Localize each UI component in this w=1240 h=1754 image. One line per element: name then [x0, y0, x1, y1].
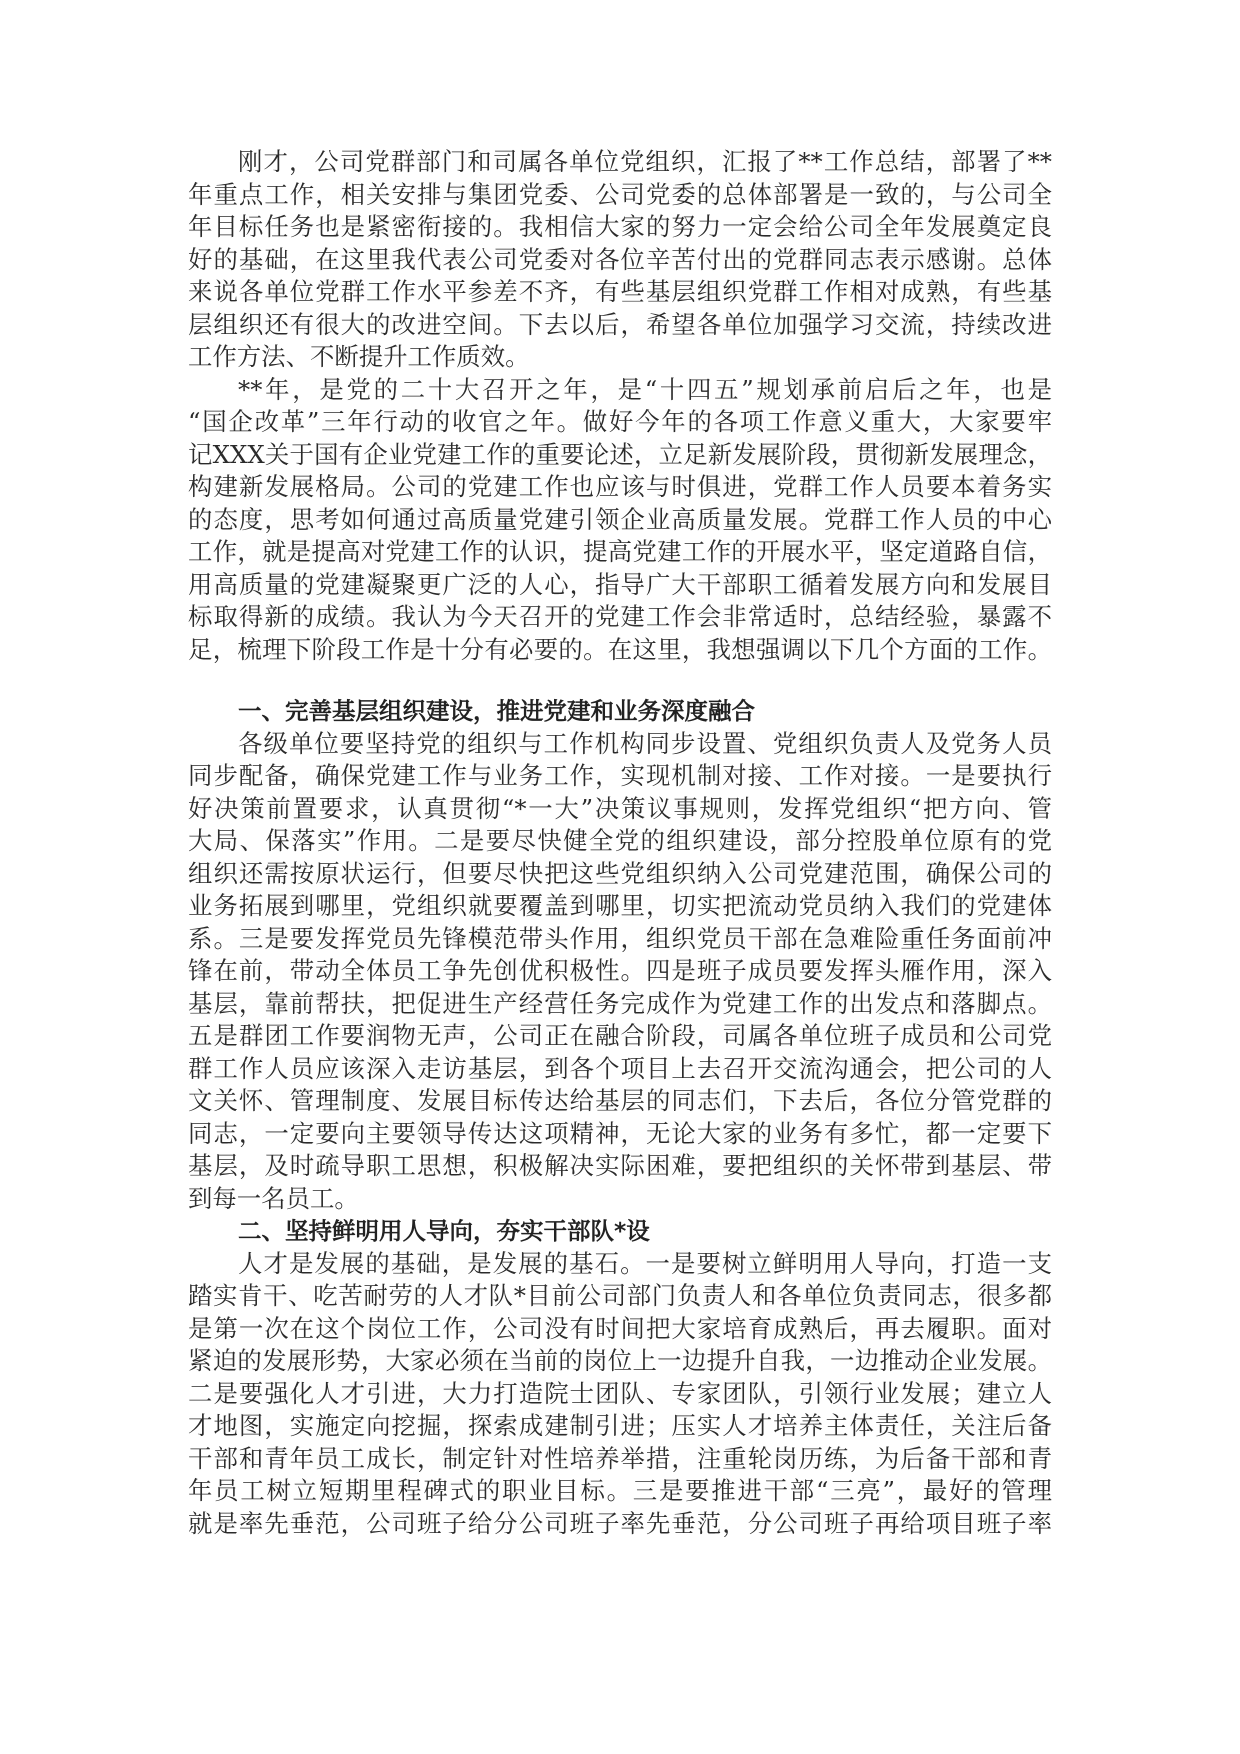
text-line: 就是率先垂范，公司班子给分公司班子率先垂范，分公司班子再给项目班子率 [188, 1508, 1052, 1538]
text-line: 工作方法、不断提升工作质效。 [188, 342, 530, 371]
text-line: 各级单位要坚持党的组织与工作机构同步设置、党组织负责人及党务人员 [238, 728, 1052, 758]
text-line: 文关怀、管理制度、发展目标传达给基层的同志们，下去后，各位分管党群的 [188, 1086, 1052, 1115]
text-line: 年员工树立短期里程碑式的职业目标。三是要推进干部“三亮”，最好的管理 [188, 1476, 1052, 1505]
blank-spacer [188, 666, 1052, 695]
text-line: 系。三是要发挥党员先锋模范带头作用，组织党员干部在急难险重任务面前冲 [188, 923, 1052, 953]
text-line: 群工作人员应该深入走访基层，到各个项目上去召开交流沟通会，把公司的人 [188, 1053, 1052, 1083]
text-line: 层组织还有很大的改进空间。下去以后，希望各单位加强学习交流，持续改进 [188, 309, 1052, 339]
paragraph-section-1 [188, 728, 1052, 1216]
paragraph-context [188, 374, 1052, 667]
text-line: 干部和青年员工成长，制定针对性培养举措，注重轮岗历练，为后备干部和青 [188, 1443, 1052, 1473]
text-line: 紧迫的发展形势，大家必须在当前的岗位上一边提升自我，一边推动企业发展。 [188, 1346, 1052, 1375]
text-line: 组织还需按原状运行，但要尽快把这些党组织纳入公司党建范围，确保公司的 [188, 858, 1052, 888]
text-line: 构建新发展格局。公司的党建工作也应该与时俱进，党群工作人员要本着务实 [188, 472, 1052, 501]
text-line: 来说各单位党群工作水平参差不齐，有些基层组织党群工作相对成熟，有些基 [188, 277, 1052, 306]
text-line: 基层，及时疏导职工思想，积极解决实际困难，要把组织的关怀带到基层、带 [188, 1151, 1052, 1180]
text-line: 年目标任务也是紧密衔接的。我相信大家的努力一定会给公司全年发展奠定良 [188, 212, 1052, 241]
text-line: 大局、保落实”作用。二是要尽快健全党的组织建设，部分控股单位原有的党 [188, 826, 1052, 855]
text-line: 标取得新的成绩。我认为今天召开的党建工作会非常适时，总结经验，暴露不 [188, 602, 1052, 631]
text-line: 才地图，实施定向挖掘，探索成建制引进；压实人才培养主体责任，关注后备 [188, 1411, 1052, 1440]
text-line: 用高质量的党建凝聚更广泛的人心，指导广大干部职工循着发展方向和发展目 [188, 569, 1052, 599]
text-line: 记XXX关于国有企业党建工作的重要论述，立足新发展阶段，贯彻新发展理念， [188, 439, 1052, 469]
text-line: 年重点工作，相关安排与集团党委、公司党委的总体部署是一致的，与公司全 [188, 179, 1052, 209]
text-line: 刚才，公司党群部门和司属各单位党组织，汇报了**工作总结，部署了** [238, 147, 1052, 176]
text-line: 锋在前，带动全体员工争先创优积极性。四是班子成员要发挥头雁作用，深入 [188, 956, 1052, 985]
text-line: 好的基础，在这里我代表公司党委对各位辛苦付出的党群同志表示感谢。总体 [188, 244, 1052, 274]
document-page [188, 146, 1052, 1540]
paragraph-section-2 [188, 1248, 1052, 1541]
text-line: 基层，靠前帮扶，把促进生产经营任务完成作为党建工作的出发点和落脚点。 [188, 988, 1052, 1018]
text-line: 足，梳理下阶段工作是十分有必要的。在这里，我想强调以下几个方面的工作。 [188, 634, 1052, 664]
text-line: 二是要强化人才引进，大力打造院士团队、专家团队，引领行业发展；建立人 [188, 1378, 1052, 1408]
text-line: 是第一次在这个岗位工作，公司没有时间把大家培育成熟后，再去履职。面对 [188, 1313, 1052, 1343]
section-heading-2: 二、坚持鲜明用人导向，夯实干部队*设 [238, 1217, 650, 1245]
text-line: **年，是党的二十大召开之年，是“十四五”规划承前启后之年，也是 [238, 374, 1052, 404]
section-heading-1: 一、完善基层组织建设，推进党建和业务深度融合 [238, 697, 755, 725]
text-line: 五是群团工作要润物无声，公司正在融合阶段，司属各单位班子成员和公司党 [188, 1021, 1052, 1050]
text-line: 工作，就是提高对党建工作的认识，提高党建工作的开展水平，坚定道路自信， [188, 537, 1052, 566]
text-line: “国企改革”三年行动的收官之年。做好今年的各项工作意义重大，大家要牢 [188, 407, 1052, 436]
text-line: 的态度，思考如何通过高质量党建引领企业高质量发展。党群工作人员的中心 [188, 504, 1052, 534]
text-line: 好决策前置要求，认真贯彻“*一大”决策议事规则，发挥党组织“把方向、管 [188, 793, 1052, 823]
text-line: 人才是发展的基础，是发展的基石。一是要树立鲜明用人导向，打造一支 [238, 1248, 1052, 1278]
text-line: 同志，一定要向主要领导传达这项精神，无论大家的业务有多忙，都一定要下 [188, 1118, 1052, 1148]
text-line: 业务拓展到哪里，党组织就要覆盖到哪里，切实把流动党员纳入我们的党建体 [188, 891, 1052, 920]
paragraph-opening [188, 146, 1052, 374]
text-line: 踏实肯干、吃苦耐劳的人才队*目前公司部门负责人和各单位负责同志，很多都 [188, 1281, 1052, 1310]
text-line: 同步配备，确保党建工作与业务工作，实现机制对接、工作对接。一是要执行 [188, 761, 1052, 790]
text-line: 到每一名员工。 [188, 1183, 359, 1213]
